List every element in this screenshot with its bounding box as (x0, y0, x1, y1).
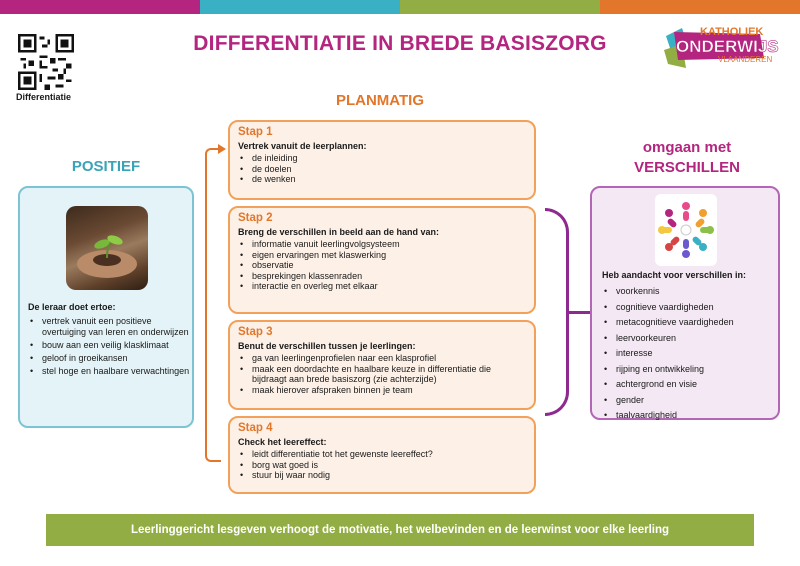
list-item: • maak een doordachte en haalbare keuze in differentiatie die bijdraagt aan brede basiszorg (zie achterzijde) (238, 364, 526, 385)
step-3-box (228, 320, 536, 410)
list-item: • informatie vanuit leerlingvolgsysteem (238, 239, 526, 250)
list-item: • stuur bij waar nodig (238, 470, 526, 481)
color-bar-orange (600, 0, 800, 14)
list-item: • bouw aan een veilig klasklimaat (28, 340, 192, 351)
step-list (238, 239, 526, 292)
color-bar-green (400, 0, 600, 14)
step-2-box (228, 206, 536, 314)
qr-label: Differentiatie (16, 92, 72, 102)
step-4-box (228, 416, 536, 494)
bracket-connector (568, 311, 590, 314)
list-item: • leidt differentiatie tot het gewenste leereffect? (238, 449, 526, 460)
logo-text-onderwijs: ONDERWIJS (676, 37, 779, 56)
omgaan-heading-line2: VERSCHILLEN (634, 159, 740, 176)
arrow-right-icon (218, 144, 226, 154)
list-item: • de doelen (238, 164, 526, 175)
page-title: DIFFERENTIATIE IN BREDE BASISZORG (193, 32, 607, 55)
list-item: • besprekingen klassenraden (238, 271, 526, 282)
positief-box (18, 186, 194, 428)
list-item: • borg wat goed is (238, 460, 526, 471)
list-item: • interesse (602, 346, 774, 362)
list-item: • ga van leerlingenprofielen naar een klasprofiel (238, 353, 526, 364)
list-item: • maak hierover afspraken binnen je team (238, 385, 526, 396)
list-item: • rijping en ontwikkeling (602, 362, 774, 378)
list-item: • geloof in groeikansen (28, 353, 192, 364)
step-lead: Vertrek vanuit de leerplannen: (238, 141, 367, 151)
seedling-icon (66, 206, 148, 290)
list-item: • observatie (238, 260, 526, 271)
planmatig-heading: PLANMATIG (335, 92, 425, 109)
step-list (238, 353, 526, 395)
step-1-box (228, 120, 536, 200)
step-title: Stap 3 (238, 326, 273, 338)
verschillen-list (602, 284, 774, 424)
step-lead: Benut de verschillen tussen je leerlingen: (238, 341, 416, 351)
step-title: Stap 2 (238, 212, 273, 224)
color-bar-purple (0, 0, 200, 14)
omgaan-heading-line1: omgaan met (642, 139, 732, 156)
list-item: • taalvaardigheid (602, 408, 774, 424)
people-circle-icon (655, 194, 717, 266)
list-item: • voorkennis (602, 284, 774, 300)
footer-banner: Leerlinggericht lesgeven verhoogt de motivatie, het welbevinden en de leerwinst voor elke leerling (46, 514, 754, 546)
verschillen-box (590, 186, 780, 420)
omgaan-heading (592, 138, 782, 178)
list-item: • achtergrond en visie (602, 377, 774, 393)
list-item: • interactie en overleg met elkaar (238, 281, 526, 292)
list-item: • vertrek vanuit een positieve overtuiging van leren en onderwijzen (28, 316, 192, 338)
step-lead: Check het leereffect: (238, 437, 327, 447)
list-item: • metacognitieve vaardigheden (602, 315, 774, 331)
color-bar-teal (200, 0, 400, 14)
planmatig-cycle-bracket (205, 148, 221, 462)
step-title: Stap 1 (238, 126, 273, 138)
verschillen-lead: Heb aandacht voor verschillen in: (602, 270, 747, 280)
list-item: • de wenken (238, 174, 526, 185)
logo-text-vlaanderen: VLAANDEREN (718, 55, 773, 64)
list-item: • stel hoge en haalbare verwachtingen (28, 366, 192, 377)
logo-text-katholiek: KATHOLIEK (700, 26, 764, 38)
steps-bracket (545, 208, 569, 416)
list-item: • de inleiding (238, 153, 526, 164)
positief-lead: De leraar doet ertoe: (28, 302, 116, 312)
list-item: • cognitieve vaardigheden (602, 300, 774, 316)
step-list (238, 153, 526, 185)
list-item: • eigen ervaringen met klaswerking (238, 250, 526, 261)
list-item: • leervoorkeuren (602, 331, 774, 347)
step-list (238, 449, 526, 481)
positief-text (28, 302, 192, 379)
list-item: • gender (602, 393, 774, 409)
verschillen-text (602, 270, 774, 424)
step-lead: Breng de verschillen in beeld aan de hand van: (238, 227, 440, 237)
color-bar (0, 0, 800, 14)
positief-list (28, 316, 192, 377)
positief-heading: POSITIEF (71, 158, 141, 175)
step-title: Stap 4 (238, 422, 273, 434)
hands-plant-photo (66, 206, 148, 290)
